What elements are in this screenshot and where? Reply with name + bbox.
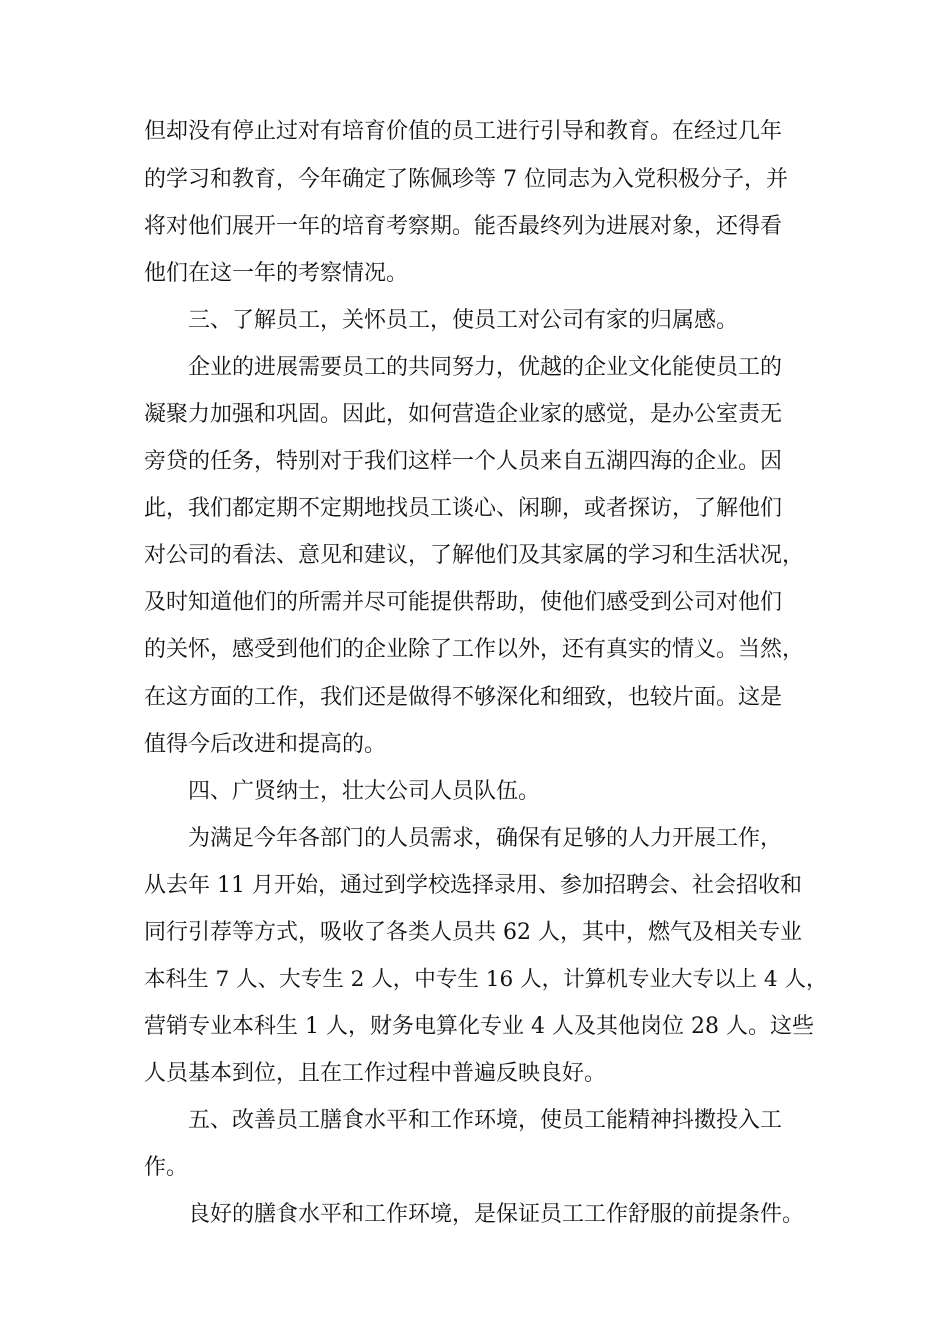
text-line: 值得今后改进和提高的。 (144, 732, 387, 757)
text-line: 良好的膳食水平和工作环境，是保证员工工作舒服的前提条件。 (188, 1202, 805, 1227)
text-line: 的关怀，感受到他们的企业除了工作以外，还有真实的情义。当然， (144, 637, 805, 662)
text-line: 旁贷的任务，特别对于我们这样一个人员来自五湖四海的企业。因 (144, 449, 783, 474)
text-line: 同行引荐等方式，吸收了各类人员共 62 人，其中，燃气及相关专业 (144, 920, 802, 945)
text-line: 他们在这一年的考察情况。 (144, 261, 409, 286)
text-line: 将对他们展开一年的培育考察期。能否最终列为进展对象，还得看 (144, 214, 783, 239)
section-heading: 三、了解员工，关怀员工，使员工对公司有家的归属感。 (188, 308, 739, 333)
text-line: 营销专业本科生 1 人，财务电算化专业 4 人及其他岗位 28 人。这些 (144, 1014, 814, 1039)
section-heading: 五、改善员工膳食水平和工作环境，使员工能精神抖擞投入工 (188, 1108, 783, 1133)
text-line: 对公司的看法、意见和建议，了解他们及其家属的学习和生活状况， (144, 543, 805, 568)
text-line: 的学习和教育，今年确定了陈佩珍等 7 位同志为入党积极分子，并 (144, 167, 788, 192)
text-line: 为满足今年各部门的人员需求，确保有足够的人力开展工作， (188, 826, 783, 851)
text-line: 此，我们都定期不定期地找员工谈心、闲聊，或者探访，了解他们 (144, 496, 783, 521)
text-line: 人员基本到位，且在工作过程中普遍反映良好。 (144, 1061, 607, 1086)
section-heading: 四、广贤纳士，壮大公司人员队伍。 (188, 779, 541, 804)
text-line: 但却没有停止过对有培育价值的员工进行引导和教育。在经过几年 (144, 119, 783, 144)
text-line: 从去年 11 月开始，通过到学校选择录用、参加招聘会、社会招收和 (144, 873, 802, 898)
section-heading: 作。 (144, 1155, 189, 1180)
text-line: 及时知道他们的所需并尽可能提供帮助，使他们感受到公司对他们 (144, 590, 783, 615)
text-line: 企业的进展需要员工的共同努力，优越的企业文化能使员工的 (188, 355, 783, 380)
text-line: 凝聚力加强和巩固。因此，如何营造企业家的感觉，是办公室责无 (144, 402, 783, 427)
text-line: 在这方面的工作，我们还是做得不够深化和细致，也较片面。这是 (144, 685, 783, 710)
text-line: 本科生 7 人、大专生 2 人，中专生 16 人，计算机专业大专以上 4 人， (144, 967, 828, 992)
